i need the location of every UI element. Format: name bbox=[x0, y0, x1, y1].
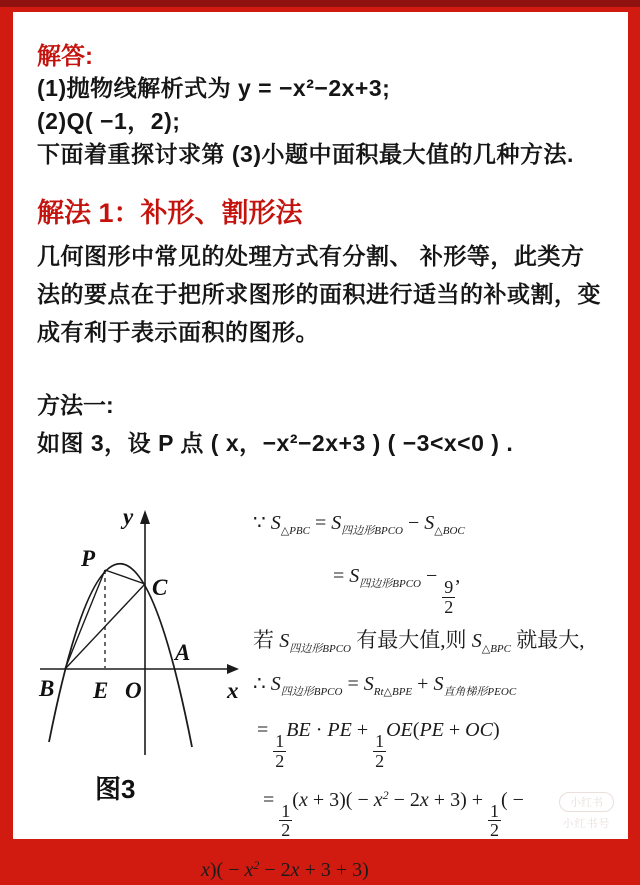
y-axis-label: y bbox=[123, 504, 134, 529]
figure-column bbox=[37, 500, 253, 885]
formula-line: = $\frac{1}{2}$ $(x + 3)( - x^2 - 2x + 3)$ + $\frac{1}{2}$ ( − bbox=[263, 787, 524, 841]
frame-top-dark-strip bbox=[0, 0, 640, 7]
segment-BP bbox=[65, 570, 105, 669]
answer-line-3: 下面着重探讨求第 (3)小题中面积最大值的几种方法. bbox=[37, 141, 574, 167]
x-axis-arrow bbox=[227, 664, 239, 674]
method-intro: 几何图形中常见的处理方式有分割、 补形等，此类方法的要点在于把所求图形的面积进行适当的补或割，变成有利于表示面积的图形。 bbox=[37, 243, 601, 345]
formula-line: $x)( - x^2 - 2x + 3 + 3)$ bbox=[201, 858, 369, 882]
method-heading: 解法 1：补形、割形法 bbox=[37, 198, 303, 228]
document-panel bbox=[13, 12, 628, 882]
watermark-badge: 小红书 bbox=[559, 792, 614, 812]
figure-caption: 图3 bbox=[95, 774, 136, 804]
derivation bbox=[201, 508, 606, 885]
point-label-P: P bbox=[81, 546, 96, 571]
answer-title: 解答: bbox=[37, 43, 93, 70]
point-label-O: O bbox=[125, 678, 142, 703]
watermark-id: 小红书号 bbox=[562, 818, 611, 830]
document-content bbox=[13, 12, 628, 885]
point-setup-line: 如图 3，设 P 点 ( x，−x²−2x+3 ) ( −3<x<0 ) . bbox=[37, 430, 514, 456]
point-label-E: E bbox=[93, 678, 109, 703]
watermark bbox=[559, 792, 614, 831]
method-sub-heading: 方法一: bbox=[37, 392, 114, 418]
x-axis-label: x bbox=[227, 678, 239, 703]
point-label-A: A bbox=[175, 640, 191, 665]
figure-graph bbox=[37, 500, 249, 760]
point-label-B: B bbox=[39, 676, 55, 701]
answer-line-1: (1)抛物线解析式为 y = −x²−2x+3; bbox=[37, 75, 391, 101]
point-label-C: C bbox=[152, 575, 168, 600]
formula-line: ∴ $S_{四边形BPCO} = S_{Rt\triangle BPE} + S_{直角梯形PEOC}$ bbox=[253, 672, 517, 698]
answer-line-2: (2)Q( −1，2); bbox=[37, 108, 181, 134]
y-axis-arrow bbox=[140, 510, 150, 524]
formula-line: = $S_{四边形BPCO}$ − $\frac{9}{2}$ , bbox=[333, 565, 461, 617]
formula-line: ∵ $S_{\triangle PBC} = S_{四边形BPCO} - S_{\triangle BOC}$ bbox=[253, 512, 465, 537]
figure-and-derivation-row bbox=[37, 500, 606, 885]
formula-line: 若 $S_{四边形BPCO}$ 有最大值,则 $S_{\triangle BPC}$ 就最大, bbox=[253, 627, 585, 655]
formula-line: = $\frac{1}{2}$ BE · PE + $\frac{1}{2}$ OE(PE + OC) bbox=[257, 718, 500, 771]
